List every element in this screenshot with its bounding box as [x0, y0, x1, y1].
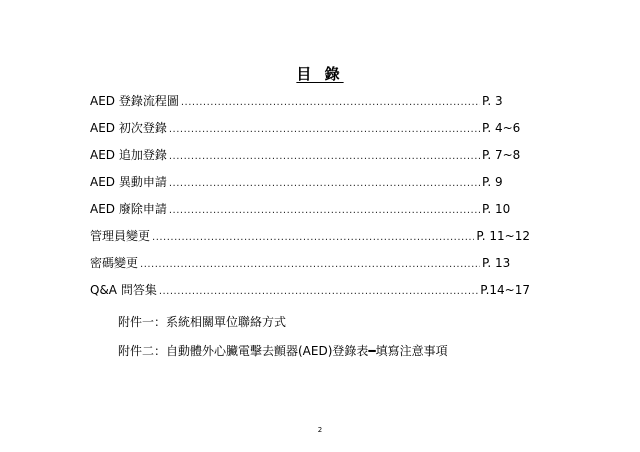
toc-entry-label: Q&A 問答集 — [90, 283, 157, 297]
appendix-item: 附件二：自動體外心臟電擊去顫器(AED)登錄表━填寫注意事項 — [118, 344, 448, 358]
dot-leader — [159, 286, 478, 297]
toc-entry-page: P. 13 — [482, 256, 511, 270]
dot-leader — [169, 124, 480, 135]
toc-entry — [90, 281, 530, 308]
page-number: 2 — [317, 426, 323, 434]
table-of-contents — [90, 92, 530, 308]
toc-entry-page: P. 11~12 — [476, 229, 530, 243]
dot-leader — [181, 97, 480, 108]
toc-entry — [90, 173, 530, 200]
dot-leader — [169, 205, 480, 216]
toc-entry-label: AED 初次登錄 — [90, 121, 167, 135]
dot-leader — [152, 232, 474, 243]
toc-entry — [90, 119, 530, 146]
toc-entry — [90, 254, 530, 281]
toc-entry-label: AED 追加登錄 — [90, 148, 167, 162]
toc-entry-page: P. 7~8 — [482, 148, 521, 162]
dot-leader — [169, 178, 480, 189]
toc-entry-label: AED 異動申請 — [90, 175, 167, 189]
dot-leader — [169, 151, 480, 162]
toc-entry-label: 管理員變更 — [90, 229, 151, 243]
dot-leader — [140, 259, 480, 270]
toc-entry-page: P.14~17 — [480, 283, 530, 297]
toc-entry — [90, 200, 530, 227]
toc-entry — [90, 146, 530, 173]
appendix-item: 附件一：系統相關單位聯絡方式 — [118, 315, 287, 329]
toc-entry-page: P. 9 — [482, 175, 503, 189]
toc-entry-label: AED 廢除申請 — [90, 202, 167, 216]
page-title: 目 錄 — [296, 65, 344, 83]
toc-entry — [90, 92, 530, 119]
toc-entry-page: P. 3 — [482, 94, 503, 108]
toc-entry-page: P. 4~6 — [482, 121, 521, 135]
toc-entry-label: AED 登錄流程圖 — [90, 94, 179, 108]
toc-entry — [90, 227, 530, 254]
toc-entry-page: P. 10 — [482, 202, 511, 216]
toc-entry-label: 密碼變更 — [90, 256, 139, 270]
